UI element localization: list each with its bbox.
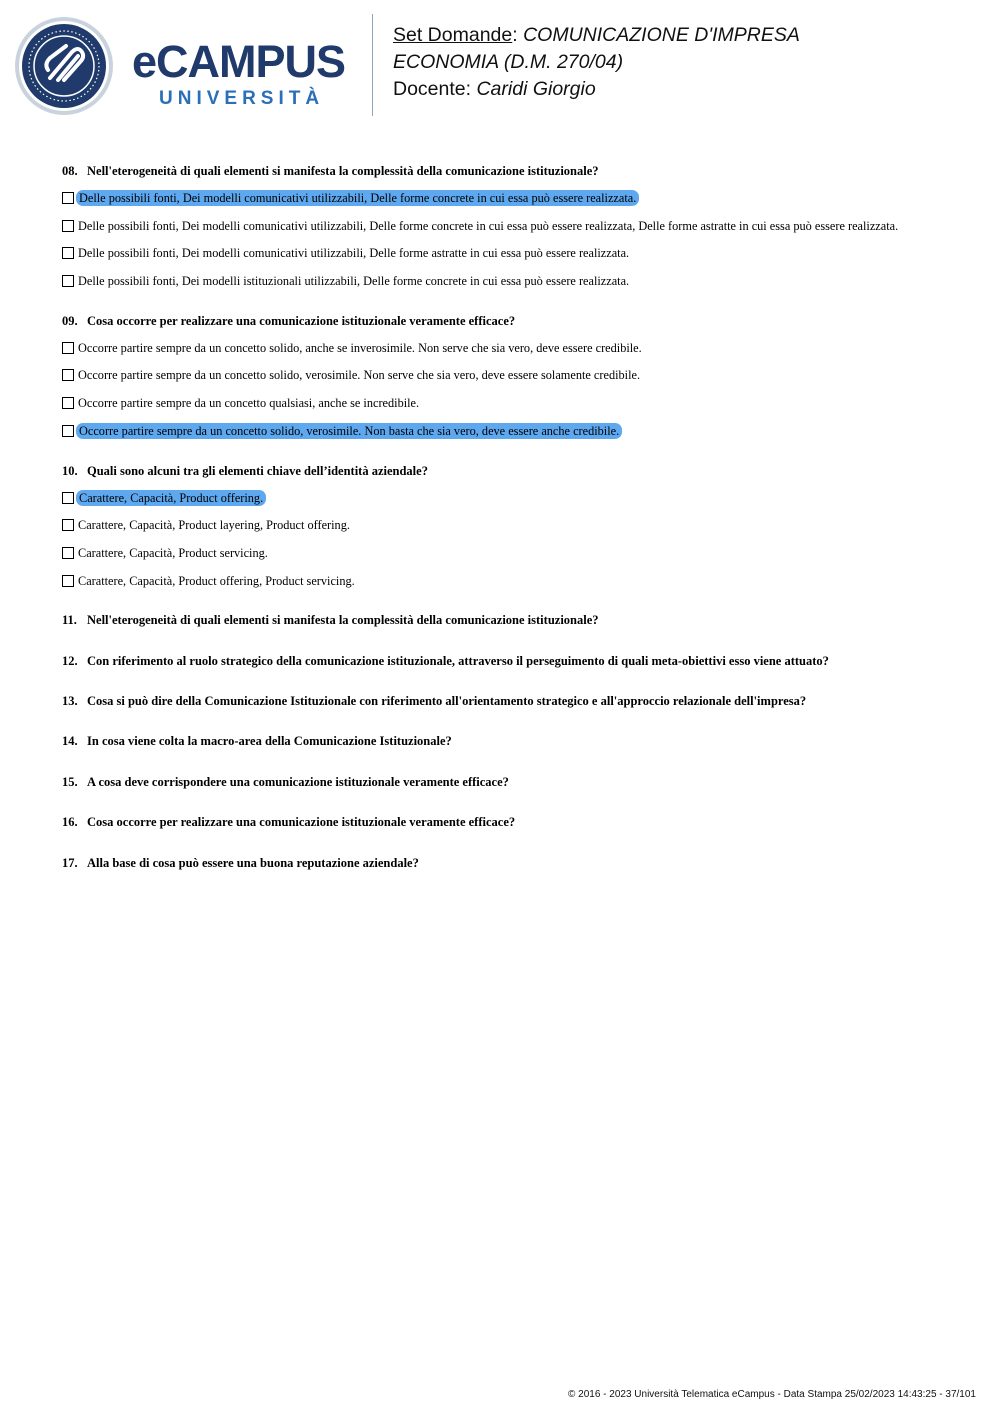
brand-sub-text: UNIVERSITÀ [159,88,325,109]
question-number: 16. [62,815,78,830]
answer-text: Occorre partire sempre da un concetto solido, anche se inverosimile. Non serve che sia vero, deve essere credibile. [78,340,642,355]
document-header [393,22,983,103]
answer-checkbox[interactable] [62,425,74,437]
university-seal-icon [14,16,114,116]
ecampus-logo [14,16,359,116]
answer-checkbox[interactable] [62,575,74,587]
open-question-15 [62,773,962,791]
answer-text: Delle possibili fonti, Dei modelli comunicativi utilizzabili, Delle forme concrete in cui essa può essere realizzata, Delle forme astratte in cui essa può essere realizzata. [78,218,899,233]
answer-option[interactable] [62,488,962,508]
answer-option[interactable] [62,338,962,358]
answer-option[interactable] [62,216,962,236]
question-title [62,462,962,480]
answer-option[interactable] [62,188,962,208]
answer-checkbox[interactable] [62,342,74,354]
brand-main-text: eCAMPUS [132,36,346,87]
question-list [62,162,962,894]
open-question-13 [62,692,962,710]
question-text: Nell'eterogeneità di quali elementi si manifesta la complessità della comunicazione istituzionale? [87,164,599,178]
question-text: Cosa occorre per realizzare una comunicazione istituzionale veramente efficace? [87,313,516,328]
course-name-line1: COMUNICAZIONE D'IMPRESA [523,24,800,46]
answer-option[interactable] [62,365,962,385]
teacher-label: Docente: [393,78,477,100]
answer-option[interactable] [62,571,962,591]
question-text: A cosa deve corrispondere una comunicazione istituzionale veramente efficace? [87,774,509,789]
answer-text: Delle possibili fonti, Dei modelli istituzionali utilizzabili, Delle forme concrete in cui essa può essere realizzata. [78,274,630,289]
page-footer: © 2016 - 2023 Università Telematica eCampus - Data Stampa 25/02/2023 14:43:25 - 37/101 [568,1389,976,1400]
answer-checkbox[interactable] [62,492,74,504]
question-number: 15. [62,774,78,789]
answer-checkbox[interactable] [62,369,74,381]
answer-checkbox[interactable] [62,275,74,287]
answer-text-highlighted: Carattere, Capacità, Product offering. [76,490,266,506]
question-text: Cosa si può dire della Comunicazione Istituzionale con riferimento all'orientamento strategico e all'approccio relazionale dell'impresa? [87,694,807,709]
answer-checkbox[interactable] [62,519,74,531]
question-text: In cosa viene colta la macro-area della Comunicazione Istituzionale? [87,734,452,749]
answer-checkbox[interactable] [62,247,74,259]
question-number: 11. [62,613,77,628]
question-text: Nell'eterogeneità di quali elementi si manifesta la complessità della comunicazione istituzionale? [87,613,599,628]
question-title [62,162,962,180]
course-line2-row [393,49,983,76]
answer-text: Occorre partire sempre da un concetto solido, verosimile. Non serve che sia vero, deve essere solamente credibile. [78,368,641,383]
question-text: Quali sono alcuni tra gli elementi chiave dell’identità aziendale? [87,463,428,478]
answer-checkbox[interactable] [62,547,74,559]
answer-text: Occorre partire sempre da un concetto qualsiasi, anche se incredibile. [78,396,420,411]
question-08 [62,162,962,291]
question-09 [62,312,962,441]
answer-option[interactable] [62,271,962,291]
question-number: 13. [62,694,78,709]
answer-option[interactable] [62,393,962,413]
answer-text: Carattere, Capacità, Product offering, Product servicing. [78,573,355,588]
set-label: Set Domande [393,24,513,46]
question-10 [62,462,962,591]
question-text: Cosa occorre per realizzare una comunicazione istituzionale veramente efficace? [87,815,516,830]
open-question-17 [62,854,962,872]
open-question-16 [62,813,962,831]
question-title [62,312,962,330]
question-number: 10. [62,463,78,478]
answer-text-highlighted: Delle possibili fonti, Dei modelli comunicativi utilizzabili, Delle forme concrete in cui essa può essere realizzata. [76,190,639,206]
teacher-line [393,76,983,103]
open-question-12 [62,652,962,670]
answer-checkbox[interactable] [62,220,74,232]
answer-option[interactable] [62,421,962,441]
answer-option[interactable] [62,243,962,263]
answer-checkbox[interactable] [62,397,74,409]
question-text: Alla base di cosa può essere una buona reputazione aziendale? [87,855,419,870]
answer-option[interactable] [62,515,962,535]
answer-text: Carattere, Capacità, Product servicing. [78,545,268,560]
question-number: 17. [62,855,78,870]
answer-text-highlighted: Occorre partire sempre da un concetto solido, verosimile. Non basta che sia vero, deve essere anche credibile. [76,423,622,439]
answer-option[interactable] [62,543,962,563]
teacher-name: Caridi Giorgio [476,78,596,100]
question-number: 08. [62,164,78,178]
question-number: 14. [62,734,78,749]
header-divider [372,14,373,116]
brand-wordmark [132,36,357,116]
open-question-14 [62,732,962,750]
question-number: 09. [62,313,78,328]
answer-text: Delle possibili fonti, Dei modelli comunicativi utilizzabili, Delle forme astratte in cui essa può essere realizzata. [78,246,630,261]
answer-text: Carattere, Capacità, Product layering, Product offering. [78,518,350,533]
course-name-line2: ECONOMIA (D.M. 270/04) [393,51,624,73]
question-text: Con riferimento al ruolo strategico della comunicazione istituzionale, attraverso il perseguimento di quali meta-obiettivi esso viene attuato? [87,653,829,668]
set-line: Set Domande: COMUNICAZIONE D'IMPRESA [393,24,800,46]
answer-checkbox[interactable] [62,192,74,204]
question-number: 12. [62,653,78,668]
open-question-11 [62,611,962,629]
